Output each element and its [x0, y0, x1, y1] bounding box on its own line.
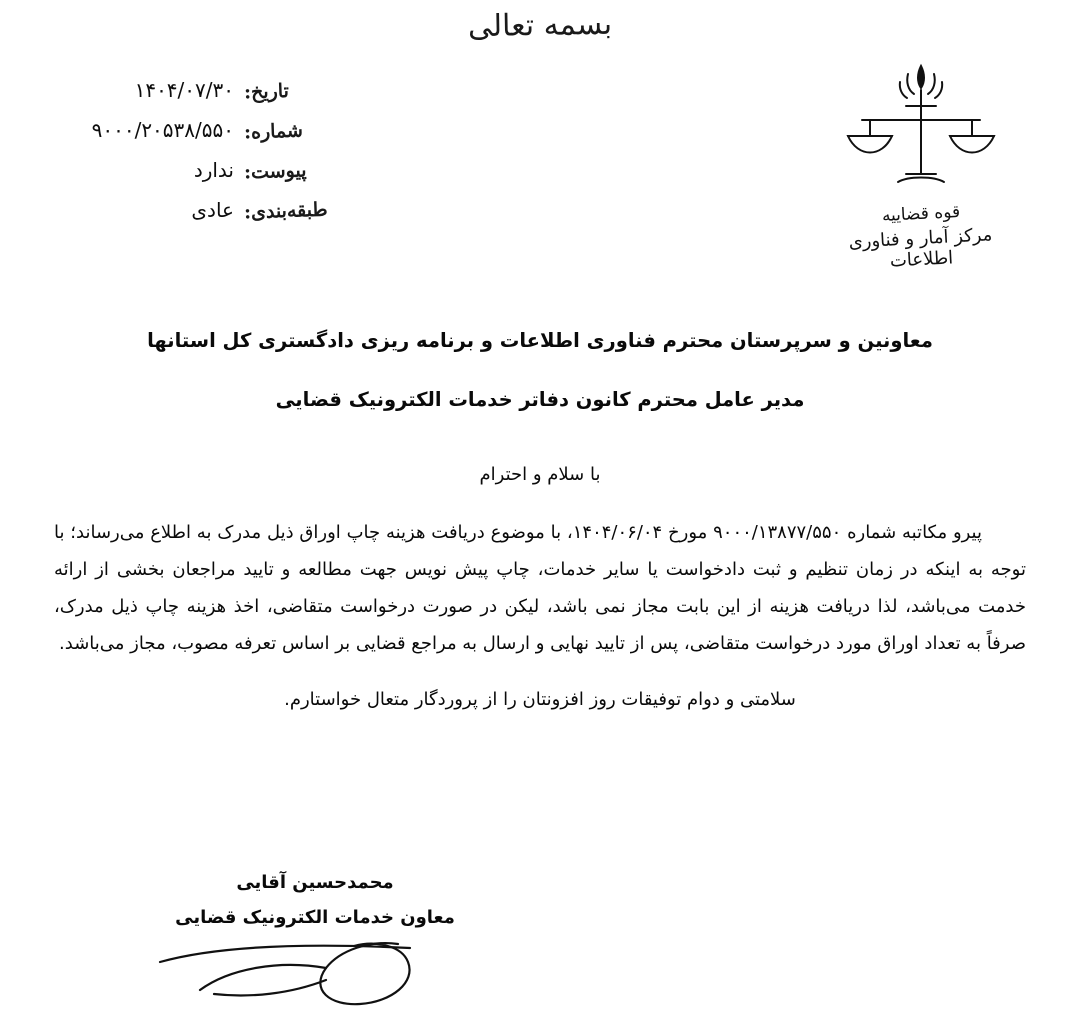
signatory-name: محمدحسین آقایی — [236, 872, 394, 893]
organization-emblem — [826, 62, 1016, 270]
header-field-date-value: ۱۴۰۴/۰۷/۳۰ — [134, 78, 234, 102]
addressee-line-1: معاونین و سرپرستان محترم فناوری اطلاعات و برنامه ریزی دادگستری کل استانها — [147, 329, 933, 352]
signatory-title: معاون خدمات الکترونیک قضایی — [175, 907, 455, 928]
header-field-classification-label: طبقه‌بندی: — [243, 198, 328, 224]
header-field-classification-value: عادی — [191, 198, 234, 222]
header-field-number-label: شماره: — [243, 119, 304, 144]
salutation-text: با سلام و احترام — [479, 464, 601, 486]
basmala-heading: بسمه تعالی — [467, 6, 613, 45]
header-field-classification — [116, 198, 330, 222]
emblem-caption-bottom: مرکز آمار و فناوری اطلاعات — [848, 224, 993, 272]
document-body — [54, 322, 1026, 710]
body-paragraph-1: پیرو مکاتبه شماره ۹۰۰۰/۱۳۸۷۷/۵۵۰ مورخ ۱۴۰۴/۰۶/۰۴، با موضوع دریافت هزینه چاپ اوراق ذیل مدرک به اطلاع می‌رساند؛ با توجه به اینکه در زمان تنظیم و ثبت دادخواست یا سایر خدمات، چاپ پیش نویس جهت مطالعه و تایید مراجعان بخشی از ارائه خدمت می‌باشد، لذا دریافت هزینه از این بابت مجاز نمی باشد، لیکن در صورت درخواست متقاضی، اخذ هزینه چاپ ذیل مدرک، صرفاً به تعداد اوراق مورد درخواست متقاضی، پس از تایید نهایی و ارسال به مراجع قضایی بر اساس تعرفه مصوب، مجاز می‌باشد. — [54, 522, 1026, 654]
header-field-number — [60, 118, 330, 142]
signature-block — [150, 872, 480, 928]
header-field-attachment-label: پیوست: — [243, 159, 307, 184]
header-field-date — [88, 78, 330, 102]
iran-judiciary-emblem-icon — [826, 62, 1016, 202]
addressee-line-2: مدیر عامل محترم کانون دفاتر خدمات الکترونیک قضایی — [275, 388, 805, 412]
header-field-attachment — [116, 158, 330, 182]
header-field-attachment-value: ندارد — [193, 158, 234, 182]
closing-text: سلامتی و دوام توفیقات روز افزونتان را از پروردگار متعال خواستارم. — [284, 688, 796, 710]
document-header-fields — [30, 78, 330, 238]
header-field-date-label: تاریخ: — [243, 79, 290, 104]
addressee-block — [54, 322, 1026, 418]
header-field-number-value: ۹۰۰۰/۲۰۵۳۸/۵۵۰ — [91, 118, 234, 142]
emblem-caption-top: قوه قضاییه — [881, 201, 961, 227]
